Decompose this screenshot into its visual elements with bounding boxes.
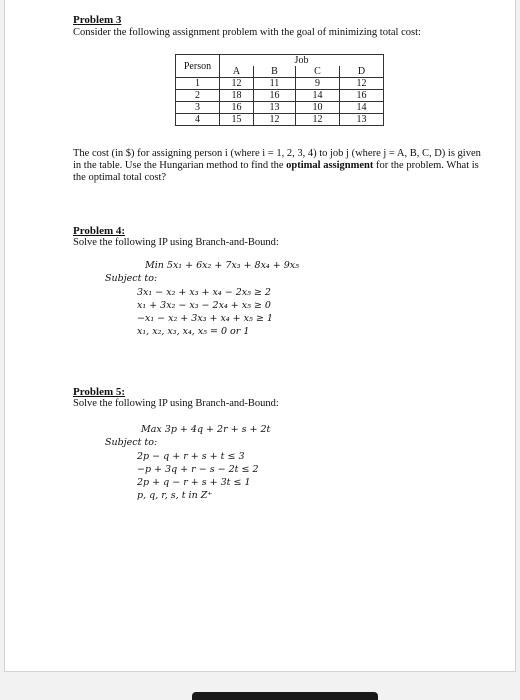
home-indicator-bar (192, 692, 378, 700)
table-row (176, 114, 384, 126)
cost-cell: 16 (220, 102, 254, 114)
problem-4-title: Problem 4: (73, 225, 126, 237)
problem-3-intro: Consider the following assignment problem with the goal of minimizing total cost: (73, 27, 421, 38)
problem-4-constraint: x₁ + 3x₂ − x₃ − 2x₄ + x₅ ≥ 0 (137, 300, 271, 311)
problem-4-subject-to: Subject to: (105, 273, 158, 284)
cost-cell: 13 (254, 102, 296, 114)
question-bold-text: optimal assignment (286, 160, 374, 171)
cost-cell: 12 (254, 114, 296, 126)
cost-cell: 12 (220, 78, 254, 90)
cost-cell: 18 (220, 90, 254, 102)
question-text: in the table. Use the Hungarian method to find the (73, 160, 287, 171)
problem-5-constraint: 2p − q + r + s + t ≤ 3 (137, 451, 245, 462)
job-label-d: D (340, 66, 384, 78)
person-header: Person (176, 55, 220, 78)
cost-cell: 15 (220, 114, 254, 126)
problem-4-constraint: 3x₁ − x₂ + x₃ + x₄ − 2x₅ ≥ 2 (137, 287, 271, 298)
person-cell: 3 (176, 102, 220, 114)
cost-cell: 11 (254, 78, 296, 90)
problem-3-question-line-2 (73, 160, 479, 172)
job-label-a: A (220, 66, 254, 78)
person-cell: 4 (176, 114, 220, 126)
problem-5-instruction: Solve the following IP using Branch-and-Bound: (73, 398, 279, 409)
person-cell: 2 (176, 90, 220, 102)
problem-5-constraint: −p + 3q + r − s − 2t ≤ 2 (137, 464, 259, 475)
cost-cell: 14 (296, 90, 340, 102)
problem-5-title: Problem 5: (73, 386, 126, 398)
cost-cell: 14 (340, 102, 384, 114)
cost-cell: 12 (340, 78, 384, 90)
question-text: for the problem. What is (373, 160, 479, 171)
problem-5-constraint: p, q, r, s, t in Z⁺ (137, 490, 213, 501)
problem-5-constraint: 2p + q − r + s + 3t ≤ 1 (137, 477, 251, 488)
job-label-b: B (254, 66, 296, 78)
problem-5-objective: Max 3p + 4q + 2r + s + 2t (141, 424, 271, 435)
problem-4-constraint: −x₁ − x₂ + 3x₃ + x₄ + x₅ ≥ 1 (137, 313, 273, 324)
table-row (176, 90, 384, 102)
problem-4-constraint: x₁, x₂, x₃, x₄, x₅ = 0 or 1 (137, 326, 250, 337)
cost-cell: 12 (296, 114, 340, 126)
cost-cell: 13 (340, 114, 384, 126)
cost-cell: 9 (296, 78, 340, 90)
problem-4-instruction: Solve the following IP using Branch-and-Bound: (73, 237, 279, 248)
job-header: Job (220, 55, 384, 67)
table-row (176, 102, 384, 114)
cost-cell: 16 (254, 90, 296, 102)
document-page (4, 0, 516, 672)
problem-3-title: Problem 3 (73, 14, 122, 26)
cost-table (175, 54, 384, 126)
problem-3-question-line-3: the optimal total cost? (73, 172, 167, 183)
person-cell: 1 (176, 78, 220, 90)
cost-cell: 16 (340, 90, 384, 102)
problem-5-subject-to: Subject to: (105, 437, 158, 448)
problem-3-question-line-1: The cost (in $) for assigning person i (where i = 1, 2, 3, 4) to job j (where j = A, B, C, D) is given (73, 148, 481, 159)
problem-4-objective: Min 5x₁ + 6x₂ + 7x₃ + 8x₄ + 9x₅ (145, 260, 299, 271)
table-row (176, 78, 384, 90)
job-label-c: C (296, 66, 340, 78)
cost-cell: 10 (296, 102, 340, 114)
